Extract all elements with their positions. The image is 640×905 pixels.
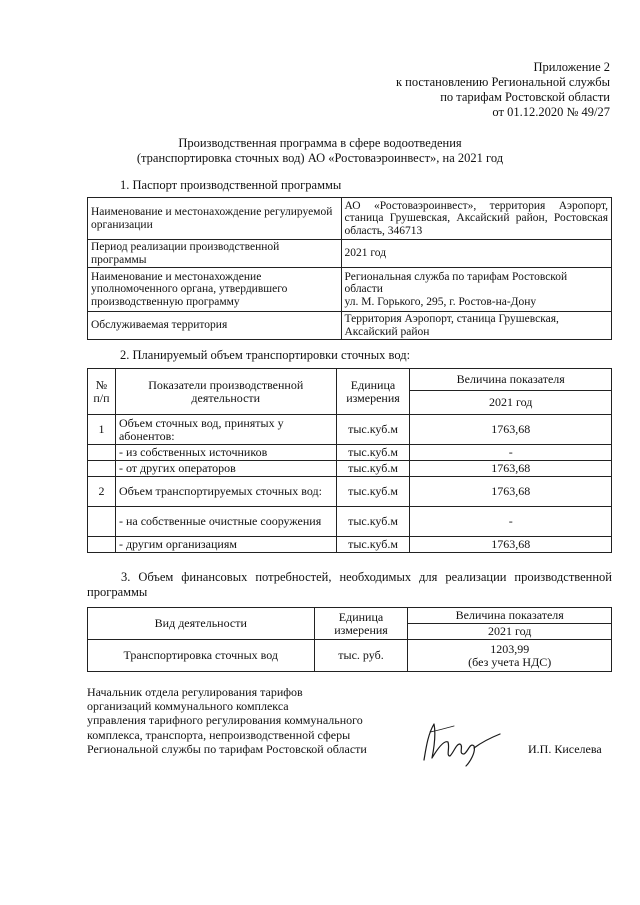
signature-line-2: организаций коммунального комплекса [87,699,289,714]
row-name: Объем сточных вод, принятых у абонентов: [115,415,336,445]
header-unit: Единица измерения [314,608,408,640]
header-num: № п/п [88,369,116,415]
row-value: 1763,68 [410,537,612,553]
row-value: 1203,99 [490,641,530,656]
table-row [88,477,612,507]
passport-label: Обслуживаемая территория [88,312,342,340]
table-header-row [88,369,612,391]
row-num [88,461,116,477]
row-num [88,445,116,461]
table-row [88,445,612,461]
passport-value: Территория Аэропорт, станица Грушевская, Аксайский район [341,312,612,340]
header-value: Величина показателя [410,369,612,391]
header-indicator: Показатели производственной деятельности [115,369,336,415]
signature-line-5: Региональной службы по тарифам Ростовской области [87,741,367,756]
row-name: - другим организациям [115,537,336,553]
table-row [88,461,612,477]
annex-line-1: Приложение 2 [533,60,610,74]
passport-label: Наименование и местонахождение регулируемой организации [88,198,342,240]
title-line-2: (транспортировка сточных вод) АО «Ростоваэроинвест», на 2021 год [136,151,504,165]
row-unit: тыс.куб.м [336,507,410,537]
annex-line-2: к постановлению Региональной службы [395,75,610,89]
row-name: Объем транспортируемых сточных вод: [115,477,336,507]
row-value: 1763,68 [410,477,612,507]
row-num: 2 [88,477,116,507]
annex-line-3: по тарифам Ростовской области [440,90,610,104]
row-activity: Транспортировка сточных вод [88,640,315,672]
row-value-note: (без учета НДС) [468,654,552,669]
section3-heading: 3. Объем финансовых потребностей, необходимых для реализации производственной программы [87,570,612,599]
row-name: - из собственных источников [115,445,336,461]
section2-heading: 2. Планируемый объем транспортировки сточных вод: [120,348,411,362]
section1-heading: 1. Паспорт производственной программы [120,178,342,192]
row-value: 1763,68 [410,461,612,477]
signature-block [87,685,367,756]
signatory-name: И.П. Киселева [528,742,602,756]
row-name: - на собственные очистные сооружения [115,507,336,537]
row-num: 1 [88,415,116,445]
table-row [88,198,612,240]
annex-header [396,60,610,120]
row-num [88,537,116,553]
row-value: - [410,445,612,461]
row-value: 1763,68 [410,415,612,445]
signature-line-1: Начальник отдела регулирования тарифов [87,685,303,699]
row-unit: тыс. руб. [314,640,408,672]
handwritten-signature [412,712,502,770]
passport-label: Период реализации производственной программы [88,240,342,268]
row-name: - от других операторов [115,461,336,477]
passport-table [87,197,612,340]
row-unit: тыс.куб.м [336,461,410,477]
table-row [88,268,612,312]
passport-value: Региональная служба по тарифам Ростовской области [344,270,568,296]
row-value-cell [408,640,612,672]
passport-value: 2021 год [341,240,612,268]
header-value: Величина показателя [408,608,612,624]
annex-line-4: от 01.12.2020 № 49/27 [492,105,610,119]
passport-value: АО «Ростоваэроинвест», территория Аэропорт, станица Грушевская, Аксайский район, Ростовская область, 346713 [341,198,612,240]
title-line-1: Производственная программа в сфере водоотведения [178,136,462,150]
header-unit: Единица измерения [336,369,410,415]
table-row [88,240,612,268]
table-header-row [88,608,612,624]
passport-value-cell [341,268,612,312]
document-title [0,136,640,166]
passport-address: ул. М. Горького, 295, г. Ростов-на-Дону [344,295,537,308]
volume-table [87,368,612,553]
row-unit: тыс.куб.м [336,415,410,445]
row-unit: тыс.куб.м [336,445,410,461]
header-activity: Вид деятельности [88,608,315,640]
row-value: - [410,507,612,537]
passport-label: Наименование и местонахождение уполномоченного органа, утвердившего производственную программу [88,268,342,312]
table-row [88,312,612,340]
table-row [88,415,612,445]
header-year: 2021 год [408,624,612,640]
table-row [88,507,612,537]
row-unit: тыс.куб.м [336,537,410,553]
finance-table [87,607,612,672]
row-unit: тыс.куб.м [336,477,410,507]
table-row [88,537,612,553]
row-num [88,507,116,537]
header-year: 2021 год [410,391,612,415]
table-row [88,640,612,672]
signature-line-3: управления тарифного регулирования коммунального [87,713,363,728]
signature-line-4: комплекса, транспорта, непроизводственной сферы [87,727,351,742]
